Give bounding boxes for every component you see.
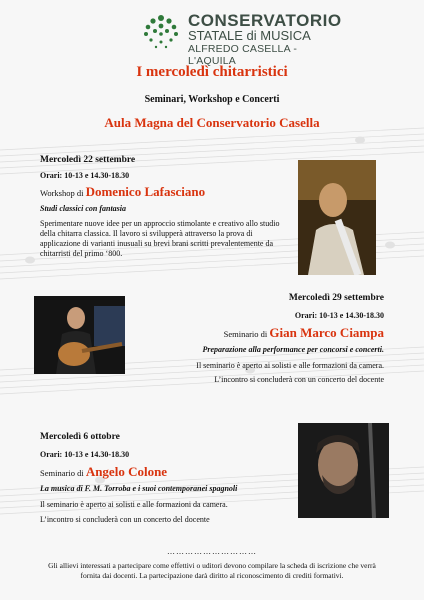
event-description: Sperimentare nuove idee per un approccio stimolante e creativo allo studio della chitarra classica. Il lavoro si svilupperà attraverso la prova di applicazione di varianti inusuali su brevi brani scritti prevalentemente da chitarristi del primo ‘800. [40, 219, 280, 258]
logo-line-2: STATALE di MUSICA [188, 28, 311, 43]
event-kind: Seminario di [223, 329, 268, 339]
event-topic: Preparazione alla performance per concorsi e concerti. [202, 345, 384, 354]
event-1 [40, 155, 280, 259]
green-dotted-star-logo-icon [140, 12, 182, 54]
teacher-name: Gian Marco Ciampa [269, 325, 384, 340]
footer-note: Gli allievi interessati a partecipare come effettivi o uditori devono compilare la scheda di iscrizione che verrà fornita dai docenti. La partecipazione darà diritto al riconoscimento di crediti formativi. [48, 561, 376, 580]
venue-title: Aula Magna del Conservatorio Casella [104, 115, 320, 130]
event-kind: Workshop di [40, 188, 84, 198]
event-description-2: L’incontro si concluderà con un concerto del docente [40, 515, 210, 524]
event-description-2: L’incontro si concluderà con un concerto del docente [214, 375, 384, 384]
event-date: Mercoledì 29 settembre [288, 293, 384, 303]
teacher-photo-lafasciano [298, 160, 376, 275]
teacher-name: Angelo Colone [85, 464, 168, 479]
logo-line-1: CONSERVATORIO [188, 11, 342, 30]
logo-line-3: ALFREDO CASELLA - L'AQUILA [188, 43, 298, 67]
teacher-name: Domenico Lafasciano [85, 184, 206, 199]
conservatory-logo-text [188, 12, 348, 67]
teacher-photo-colone [298, 423, 389, 518]
page-title: I mercoledì chitarristici [136, 64, 288, 80]
event-description-1: Il seminario è aperto ai solisti e alle formazioni da camera. [40, 500, 228, 509]
event-2 [140, 293, 384, 385]
event-description-1: Il seminario è aperto ai solisti e alle formazioni da camera. [196, 361, 384, 370]
event-topic: Studi classici con fantasia [40, 204, 127, 213]
event-kind: Seminario di [40, 468, 84, 478]
event-topic: La musica di F. M. Torroba e i suoi contemporanei spagnoli [40, 484, 238, 493]
teacher-photo-ciampa [34, 296, 125, 374]
separator: ………………………… [167, 547, 257, 556]
event-3 [40, 432, 295, 525]
event-hours: Orari: 10-13 e 14.30-18.30 [40, 171, 130, 180]
event-date: Mercoledì 6 ottobre [40, 432, 120, 442]
event-hours: Orari: 10-13 e 14.30-18.30 [40, 450, 130, 459]
event-hours: Orari: 10-13 e 14.30-18.30 [294, 311, 384, 320]
event-date: Mercoledì 22 settembre [40, 155, 136, 165]
page-subtitle: Seminari, Workshop e Concerti [144, 94, 280, 105]
